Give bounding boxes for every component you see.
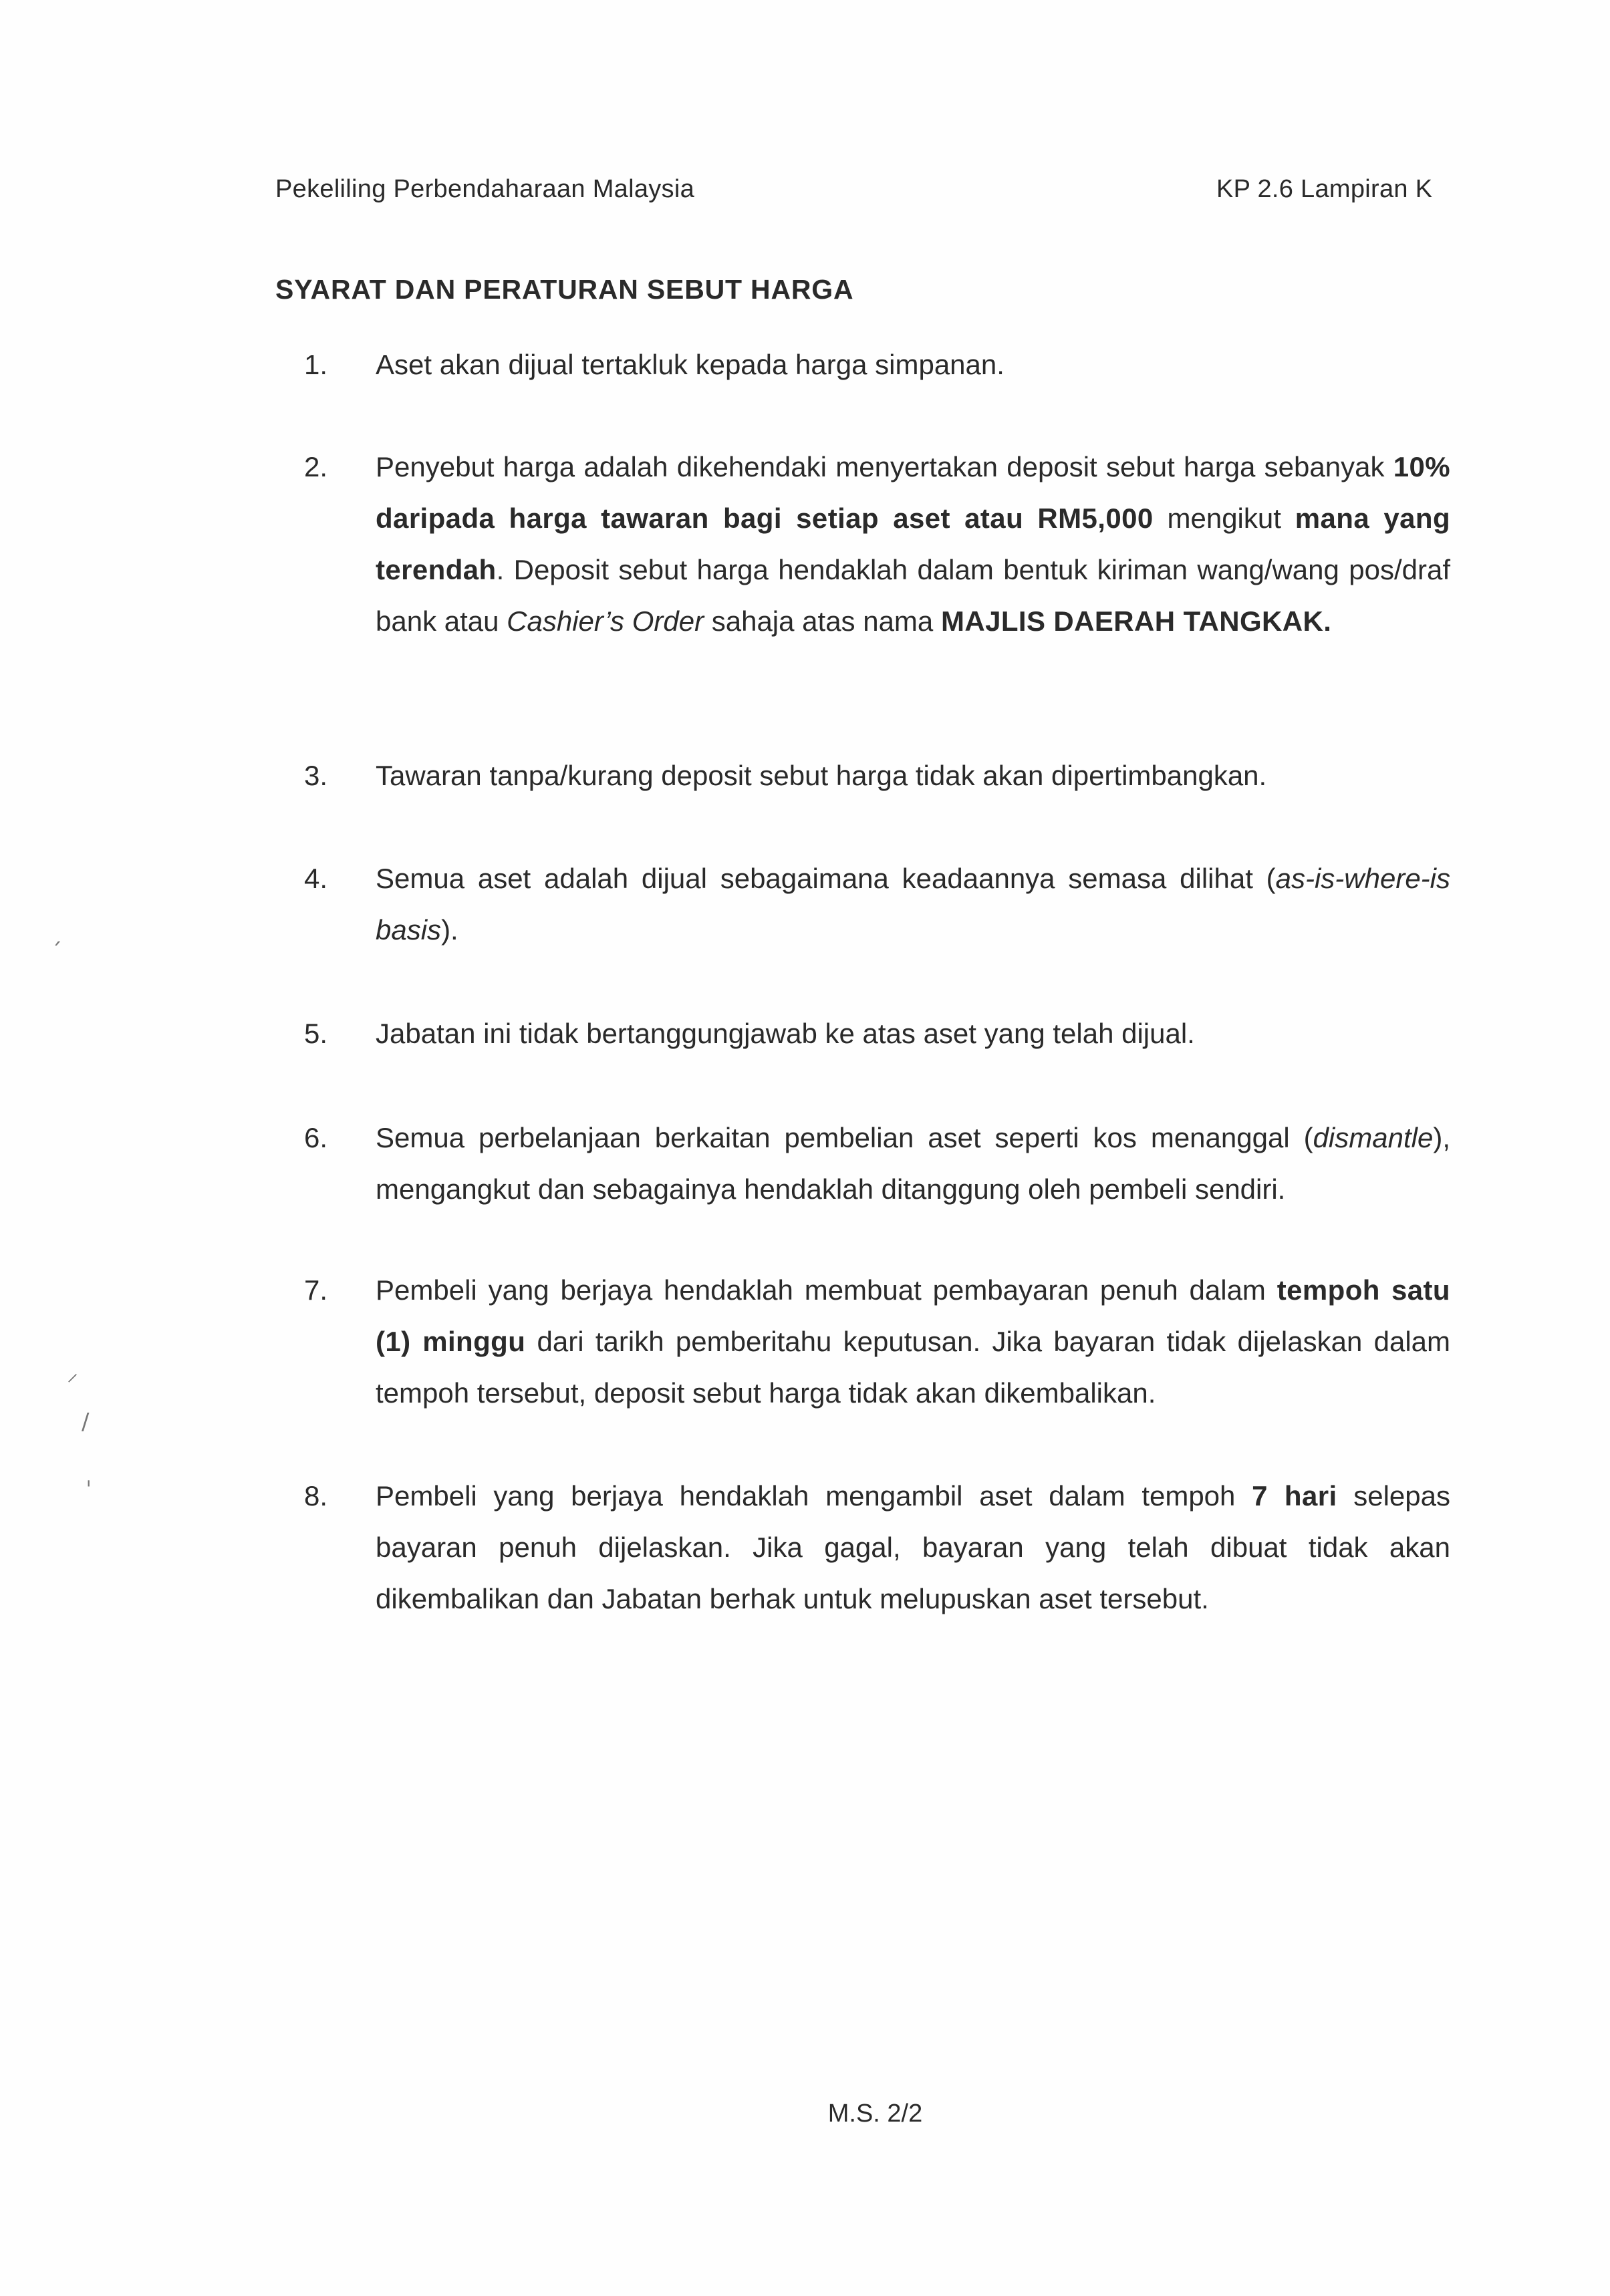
list-item-7 — [275, 1264, 1450, 1419]
item-number: 3. — [303, 760, 327, 791]
text-segment: Penyebut harga adalah dikehendaki menyertakan deposit sebut harga sebanyak — [376, 451, 1393, 482]
emphasis-bold: 7 hari — [1252, 1480, 1337, 1512]
list-item-3 — [275, 750, 1450, 801]
list-item-8 — [275, 1470, 1450, 1624]
list-item-4 — [275, 853, 1450, 956]
item-text — [376, 750, 1450, 801]
item-number: 1. — [303, 349, 327, 380]
emphasis-bold: MAJLIS DAERAH TANGKAK. — [940, 605, 1332, 637]
item-text — [376, 1470, 1450, 1624]
text-segment: ), mengangkut dan sebagainya hendaklah ditanggung oleh pembeli sendiri. — [376, 1122, 1450, 1205]
item-text — [376, 339, 1450, 390]
text-segment: sahaja atas nama — [704, 605, 941, 637]
text-segment: Jabatan ini tidak bertanggungjawab ke atas aset yang telah dijual. — [376, 1018, 1195, 1049]
emphasis-italic: Cashier’s Order — [507, 605, 704, 637]
text-segment: Tawaran tanpa/kurang deposit sebut harga tidak akan dipertimbangkan. — [376, 760, 1267, 791]
page-number: M.S. 2/2 — [827, 2100, 923, 2128]
emphasis-bold: 10% daripada harga tawaran bagi setiap aset atau RM5,000 — [376, 451, 1450, 534]
item-text — [376, 1008, 1450, 1059]
item-number: 4. — [303, 863, 327, 894]
text-segment: dari tarikh pemberitahu keputusan. Jika bayaran tidak dijelaskan dalam tempoh tersebut, deposit sebut harga tidak akan dikembalikan. — [376, 1326, 1450, 1409]
text-segment: selepas bayaran penuh dijelaskan. Jika gagal, bayaran yang telah dibuat tidak akan dikembalikan dan Jabatan berhak untuk melupuskan aset tersebut. — [376, 1480, 1450, 1614]
scan-mark: ˈ — [86, 1477, 92, 1503]
list-item-1 — [275, 339, 1450, 390]
item-text — [376, 1112, 1450, 1215]
scan-mark: / — [82, 1409, 90, 1435]
header-reference: KP 2.6 Lampiran K — [1216, 175, 1433, 203]
item-text — [376, 1264, 1450, 1419]
scan-mark: ⸝ — [67, 1360, 78, 1387]
text-segment: Semua perbelanjaan berkaitan pembelian aset seperti kos menanggal ( — [376, 1122, 1313, 1153]
item-text — [376, 441, 1450, 647]
item-number: 8. — [303, 1480, 327, 1512]
item-number: 6. — [303, 1122, 327, 1153]
text-segment: . Deposit sebut harga hendaklah dalam bentuk kiriman wang/wang pos/draf bank atau — [376, 554, 1450, 637]
item-number: 5. — [303, 1018, 327, 1049]
header-circular-name: Pekeliling Perbendaharaan Malaysia — [275, 175, 695, 203]
scan-mark: ´ — [51, 939, 62, 966]
emphasis-italic: dismantle — [1313, 1122, 1434, 1153]
text-segment: Aset akan dijual tertakluk kepada harga simpanan. — [376, 349, 1004, 380]
text-segment: Pembeli yang berjaya hendaklah mengambil aset dalam tempoh — [376, 1480, 1252, 1512]
text-segment: Pembeli yang berjaya hendaklah membuat pembayaran penuh dalam — [376, 1274, 1277, 1306]
text-segment: Semua aset adalah dijual sebagaimana keadaannya semasa dilihat ( — [376, 863, 1276, 894]
item-number: 2. — [303, 451, 327, 482]
list-item-5 — [275, 1008, 1450, 1059]
item-number: 7. — [303, 1274, 327, 1306]
page-title: SYARAT DAN PERATURAN SEBUT HARGA — [275, 274, 854, 305]
text-segment: mengikut — [1153, 503, 1295, 534]
list-item-6 — [275, 1112, 1450, 1215]
emphasis-bold: tempoh satu (1) minggu — [376, 1274, 1450, 1357]
text-segment: ). — [441, 914, 458, 946]
list-item-2 — [275, 441, 1450, 647]
emphasis-bold: mana yang terendah — [376, 503, 1451, 585]
item-text — [376, 853, 1450, 956]
emphasis-italic: as-is-where-is basis — [376, 863, 1450, 946]
